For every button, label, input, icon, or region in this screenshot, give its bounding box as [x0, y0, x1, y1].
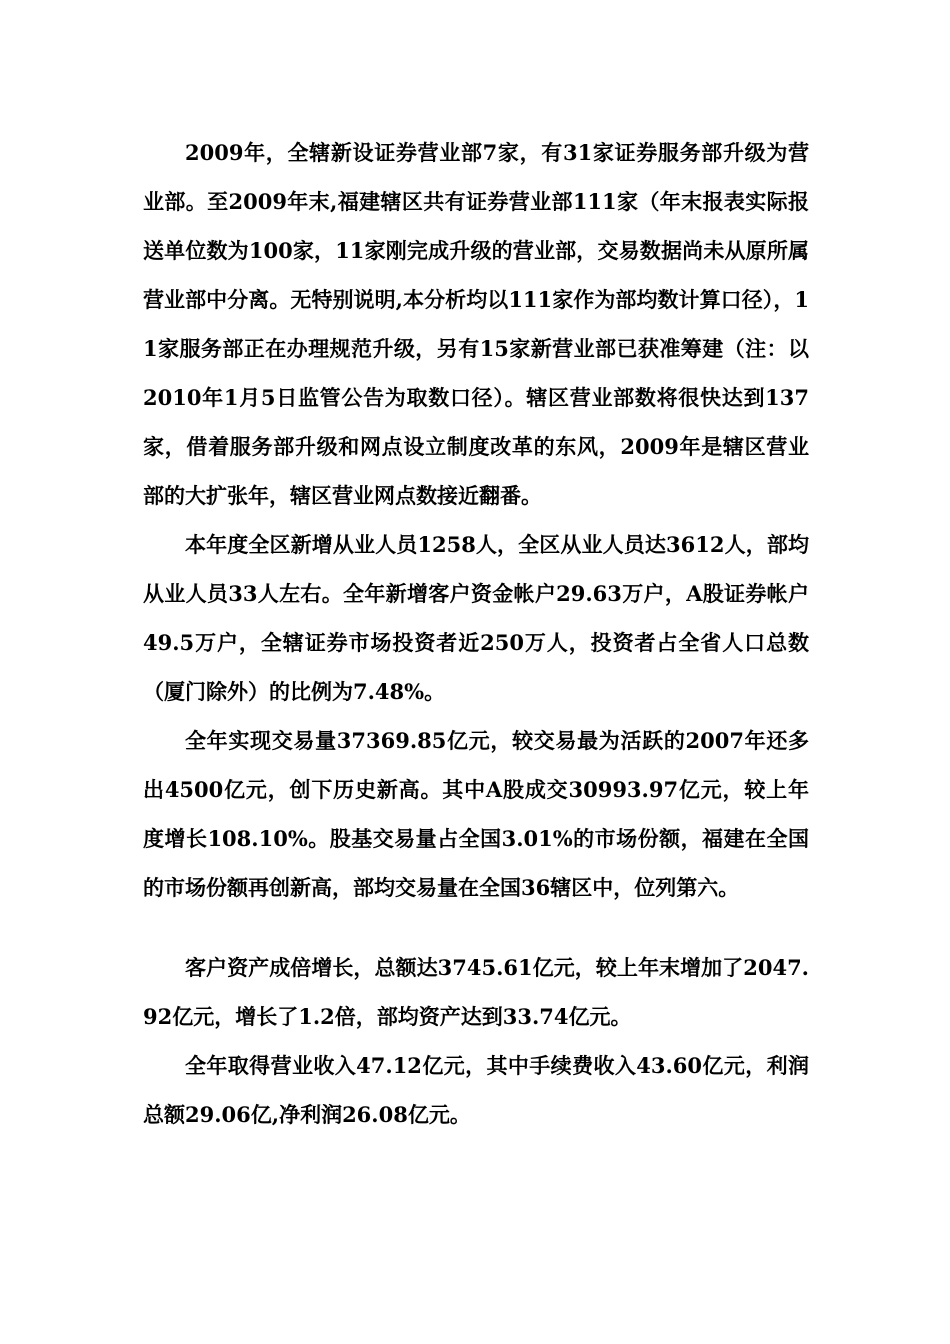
- paragraph-outlets: 2009年，全辖新设证券营业部7家，有31家证券服务部升级为营业部。至2009年末,福建辖区共有证券营业部111家（年末报表实际报送单位数为100家，11家刚完成升级的营业部，交易数据尚未从原所属营业部中分离。无特别说明,本分析均以111家作为部均数计算口径），11家服务部正在办理规范升级，另有15家新营业部已获准筹建（注：以2010年1月5日监管公告为取数口径）。辖区营业部数将很快达到137家，借着服务部升级和网点设立制度改革的东风，2009年是辖区营业部的大扩张年，辖区营业网点数接近翻番。: [143, 140, 809, 508]
- paragraph-gap: [143, 912, 809, 943]
- document-body: [143, 128, 809, 1139]
- paragraph-staff-accounts: 本年度全区新增从业人员1258人，全区从业人员达3612人，部均从业人员33人左右。全年新增客户资金帐户29.63万户，A股证券帐户49.5万户，全辖证券市场投资者近250万人，投资者占全省人口总数（厦门除外）的比例为7.48%。: [143, 532, 809, 704]
- paragraph-trading-volume: 全年实现交易量37369.85亿元，较交易最为活跃的2007年还多出4500亿元，创下历史新高。其中A股成交30993.97亿元，较上年度增长108.10%。股基交易量占全国3.01%的市场份额，福建在全国的市场份额再创新高，部均交易量在全国36辖区中，位列第六。: [143, 728, 809, 900]
- paragraph-client-assets: 客户资产成倍增长，总额达3745.61亿元，较上年末增加了2047.92亿元，增长了1.2倍，部均资产达到33.74亿元。: [143, 955, 809, 1029]
- paragraph-revenue-profit: 全年取得营业收入47.12亿元，其中手续费收入43.60亿元，利润总额29.06亿,净利润26.08亿元。: [143, 1053, 809, 1127]
